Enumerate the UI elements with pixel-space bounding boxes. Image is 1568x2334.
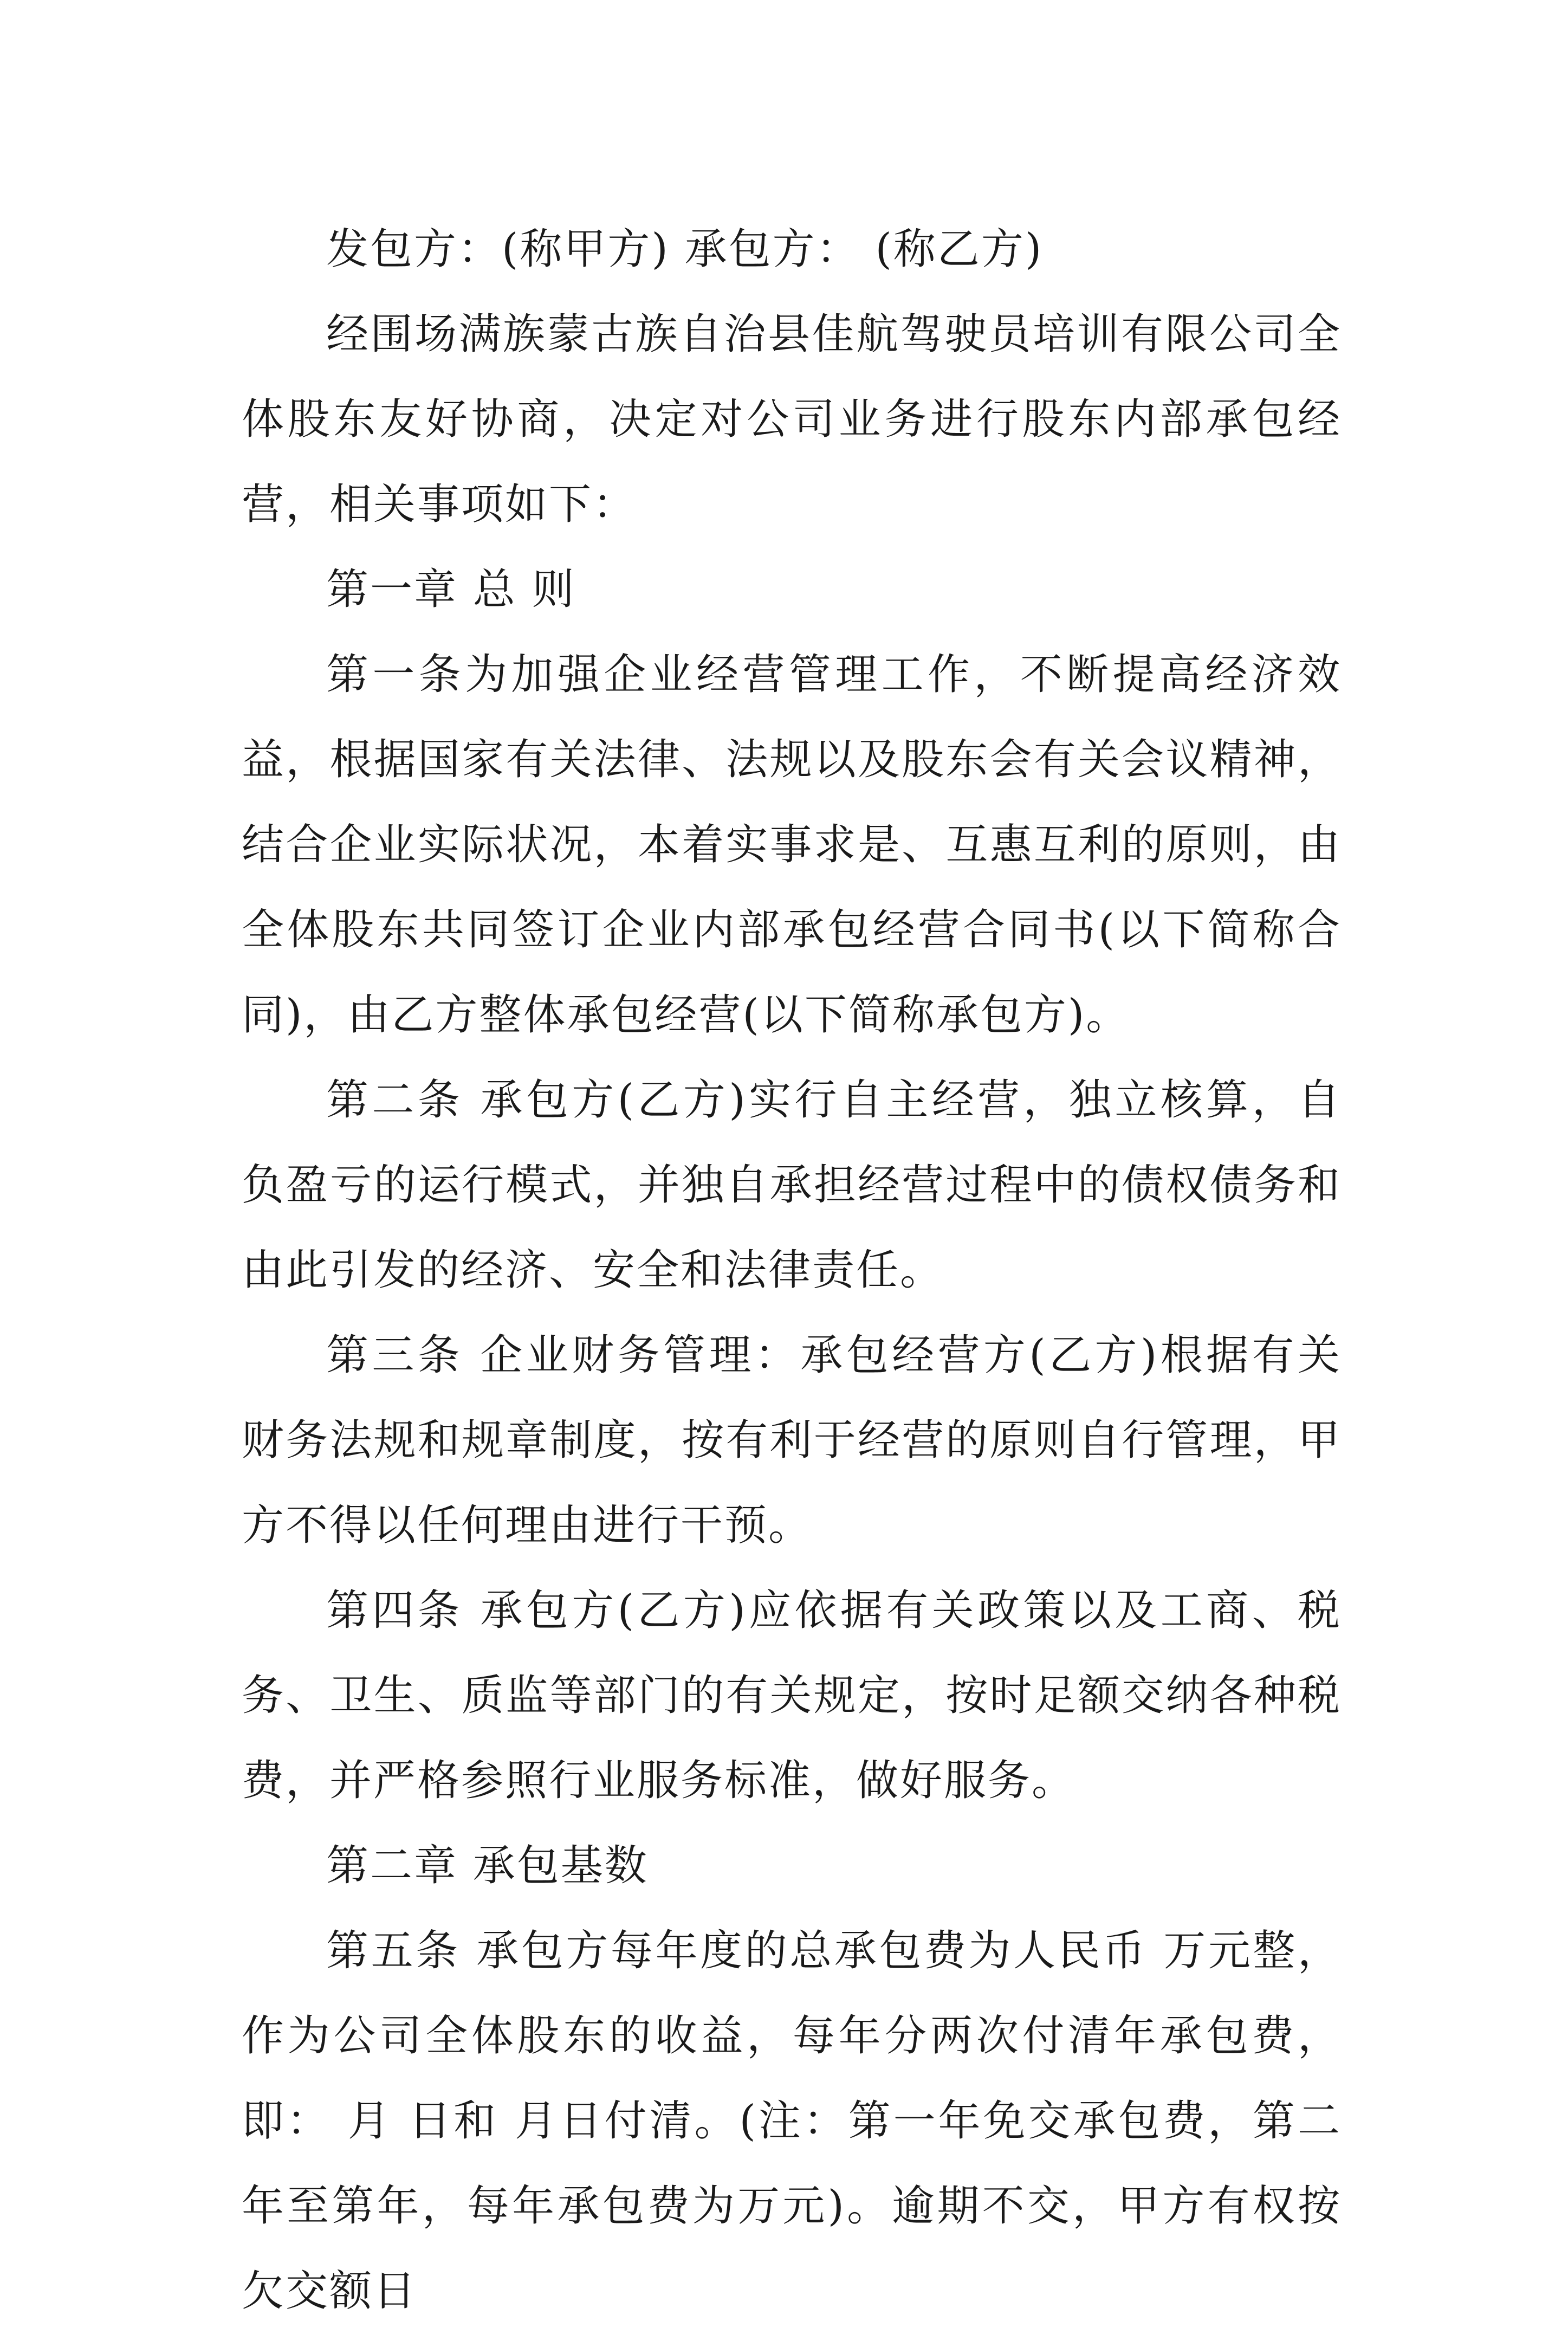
article-four: 第四条 承包方(乙方)应依据有关政策以及工商、税务、卫生、质监等部门的有关规定，按时足额交纳各种税费，并严格参照行业服务标准，做好服务。 [242,1586,1342,1805]
chapter-one-title: 第一章 总 则 [326,565,576,614]
party-heading: 发包方：(称甲方) 承包方： (称乙方) [326,225,1044,274]
article-three: 第三条 企业财务管理：承包经营方(乙方)根据有关财务法规和规章制度，按有利于经营的原则自行管理，甲方不得以任何理由进行干预。 [242,1331,1342,1550]
article-two: 第二条 承包方(乙方)实行自主经营，独立核算，自负盈亏的运行模式，并独自承担经营过程中的债权债务和由此引发的经济、安全和法律责任。 [242,1076,1342,1295]
document-body [242,207,1342,2334]
chapter-two-title: 第二章 承包基数 [326,1841,649,1890]
article-five: 第五条 承包方每年度的总承包费为人民币 万元整，作为公司全体股东的收益，每年分两次付清年承包费，即： 月 日和 月日付清。(注：第一年免交承包费，第二年至第年，每年承包费为万元)。逾期不交，甲方有权按欠交额日 [242,1926,1342,2316]
article-one: 第一条为加强企业经营管理工作，不断提高经济效益，根据国家有关法律、法规以及股东会有关会议精神，结合企业实际状况，本着实事求是、互惠互利的原则，由全体股东共同签订企业内部承包经营合同书(以下简称合同)，由乙方整体承包经营(以下简称承包方)。 [242,650,1342,1039]
intro-paragraph: 经围场满族蒙古族自治县佳航驾驶员培训有限公司全体股东友好协商，决定对公司业务进行股东内部承包经营，相关事项如下： [242,310,1342,529]
